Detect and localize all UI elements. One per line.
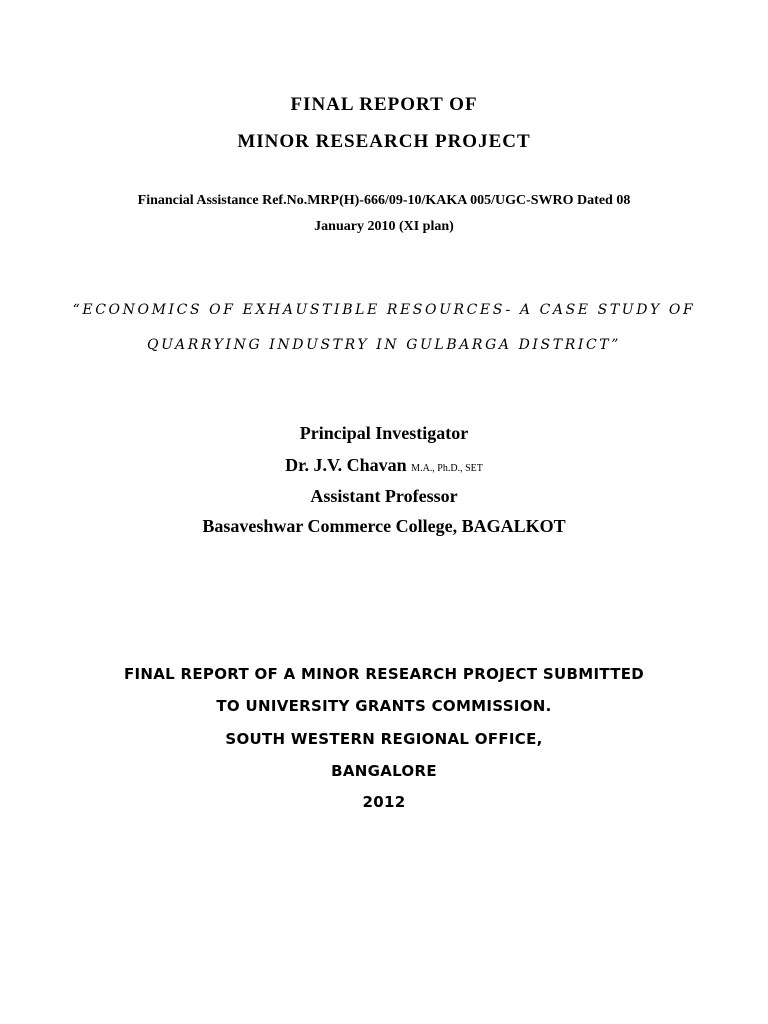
- investigator-institution: Basaveshwar Commerce College, BAGALKOT: [202, 516, 566, 536]
- submission-line-1: FINAL REPORT OF A MINOR RESEARCH PROJECT SUBMITTED: [123, 665, 645, 683]
- investigator-role: Principal Investigator: [299, 423, 469, 443]
- investigator-designation: Assistant Professor: [310, 486, 458, 506]
- investigator-name-line: [0, 455, 768, 476]
- submission-year: 2012: [362, 793, 406, 811]
- investigator-name: Dr. J.V. Chavan: [285, 455, 407, 475]
- report-title-line-2: MINOR RESEARCH PROJECT: [237, 131, 531, 152]
- project-topic-line-1: “ECONOMICS OF EXHAUSTIBLE RESOURCES- A CASE STUDY OF: [72, 302, 696, 318]
- reference-line-2: January 2010 (XI plan): [314, 219, 454, 234]
- investigator-degrees: M.A., Ph.D., SET: [411, 463, 483, 474]
- submission-line-4: BANGALORE: [331, 762, 437, 780]
- report-title-line-1: FINAL REPORT OF: [290, 94, 478, 115]
- reference-line-1: Financial Assistance Ref.No.MRP(H)-666/09-10/KAKA 005/UGC-SWRO Dated 08: [137, 193, 631, 208]
- project-topic-line-2: QUARRYING INDUSTRY IN GULBARGA DISTRICT”: [147, 337, 621, 353]
- submission-line-3: SOUTH WESTERN REGIONAL OFFICE,: [225, 730, 543, 748]
- submission-line-2: TO UNIVERSITY GRANTS COMMISSION.: [216, 697, 552, 715]
